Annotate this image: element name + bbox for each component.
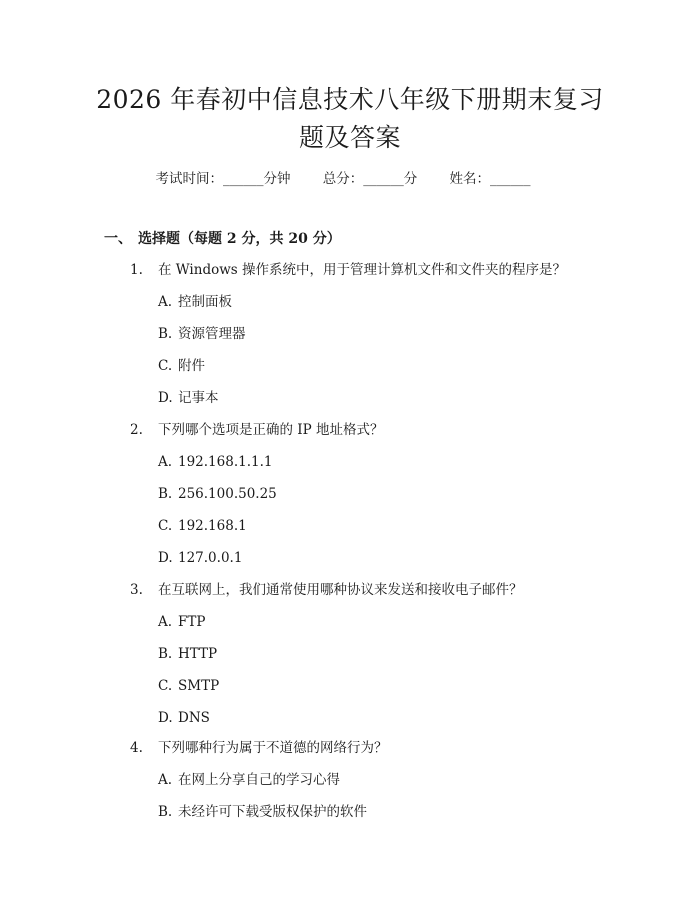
option-letter: B. (158, 486, 173, 502)
option-letter: B. (158, 646, 173, 662)
option-text: 记事本 (178, 390, 219, 406)
question-number: 3. (130, 582, 143, 598)
option-text: 在网上分享自己的学习心得 (178, 772, 340, 788)
document-title-line-2: 题及答案 (298, 123, 401, 152)
exam-info (0, 169, 700, 189)
question-2 (130, 420, 384, 440)
option-text: 192.168.1.1.1 (178, 454, 273, 470)
option-letter: B. (158, 804, 173, 820)
question-text: 在 Windows 操作系统中，用于管理计算机文件和文件夹的程序是？ (158, 262, 566, 278)
question-1-option-c (158, 356, 205, 376)
option-text: SMTP (178, 678, 220, 694)
option-text: 资源管理器 (178, 326, 246, 342)
question-3-option-d (158, 708, 210, 728)
question-2-option-c (158, 516, 247, 536)
option-letter: D. (158, 710, 173, 726)
section-number: 一、 (104, 231, 132, 247)
question-text: 下列哪个选项是正确的 IP 地址格式？ (158, 422, 384, 438)
option-letter: A. (158, 454, 173, 470)
question-1-option-b (158, 324, 246, 344)
option-text: 127.0.0.1 (178, 550, 243, 566)
question-2-option-a (158, 452, 272, 472)
option-text: 256.100.50.25 (178, 486, 277, 502)
question-4 (130, 738, 388, 758)
question-3-option-c (158, 676, 219, 696)
question-3-option-b (158, 644, 217, 664)
option-letter: C. (158, 358, 173, 374)
option-letter: D. (158, 390, 173, 406)
question-number: 1. (130, 262, 143, 278)
option-letter: C. (158, 518, 173, 534)
option-letter: A. (158, 614, 173, 630)
option-text: FTP (178, 614, 206, 630)
option-text: 附件 (178, 358, 205, 374)
question-4-option-b (158, 802, 367, 822)
option-letter: A. (158, 772, 173, 788)
section-title: 选择题（每题 2 分，共 20 分） (138, 231, 341, 247)
total-score-field: 总分：______分 (322, 171, 418, 187)
question-number: 2. (130, 422, 143, 438)
question-3-option-a (158, 612, 205, 632)
section-heading (104, 228, 341, 250)
student-name-field: 姓名：______ (449, 171, 531, 187)
option-text: 192.168.1 (178, 518, 247, 534)
document-title-line-1: 2026 年春初中信息技术八年级下册期末复习 (96, 85, 604, 114)
option-letter: C. (158, 678, 173, 694)
option-text: 未经许可下载受版权保护的软件 (178, 804, 367, 820)
question-text: 在互联网上，我们通常使用哪种协议来发送和接收电子邮件？ (158, 582, 523, 598)
question-1-option-d (158, 388, 219, 408)
option-text: HTTP (178, 646, 218, 662)
option-text: 控制面板 (178, 294, 232, 310)
option-letter: B. (158, 326, 173, 342)
option-letter: D. (158, 550, 173, 566)
question-text: 下列哪种行为属于不道德的网络行为？ (158, 740, 388, 756)
question-1-option-a (158, 292, 232, 312)
question-4-option-a (158, 770, 340, 790)
option-text: DNS (178, 710, 210, 726)
question-2-option-b (158, 484, 277, 504)
exam-time-field: 考试时间：______分钟 (155, 171, 291, 187)
question-3 (130, 580, 523, 600)
question-1 (130, 260, 566, 280)
question-2-option-d (158, 548, 242, 568)
option-letter: A. (158, 294, 173, 310)
question-number: 4. (130, 740, 143, 756)
